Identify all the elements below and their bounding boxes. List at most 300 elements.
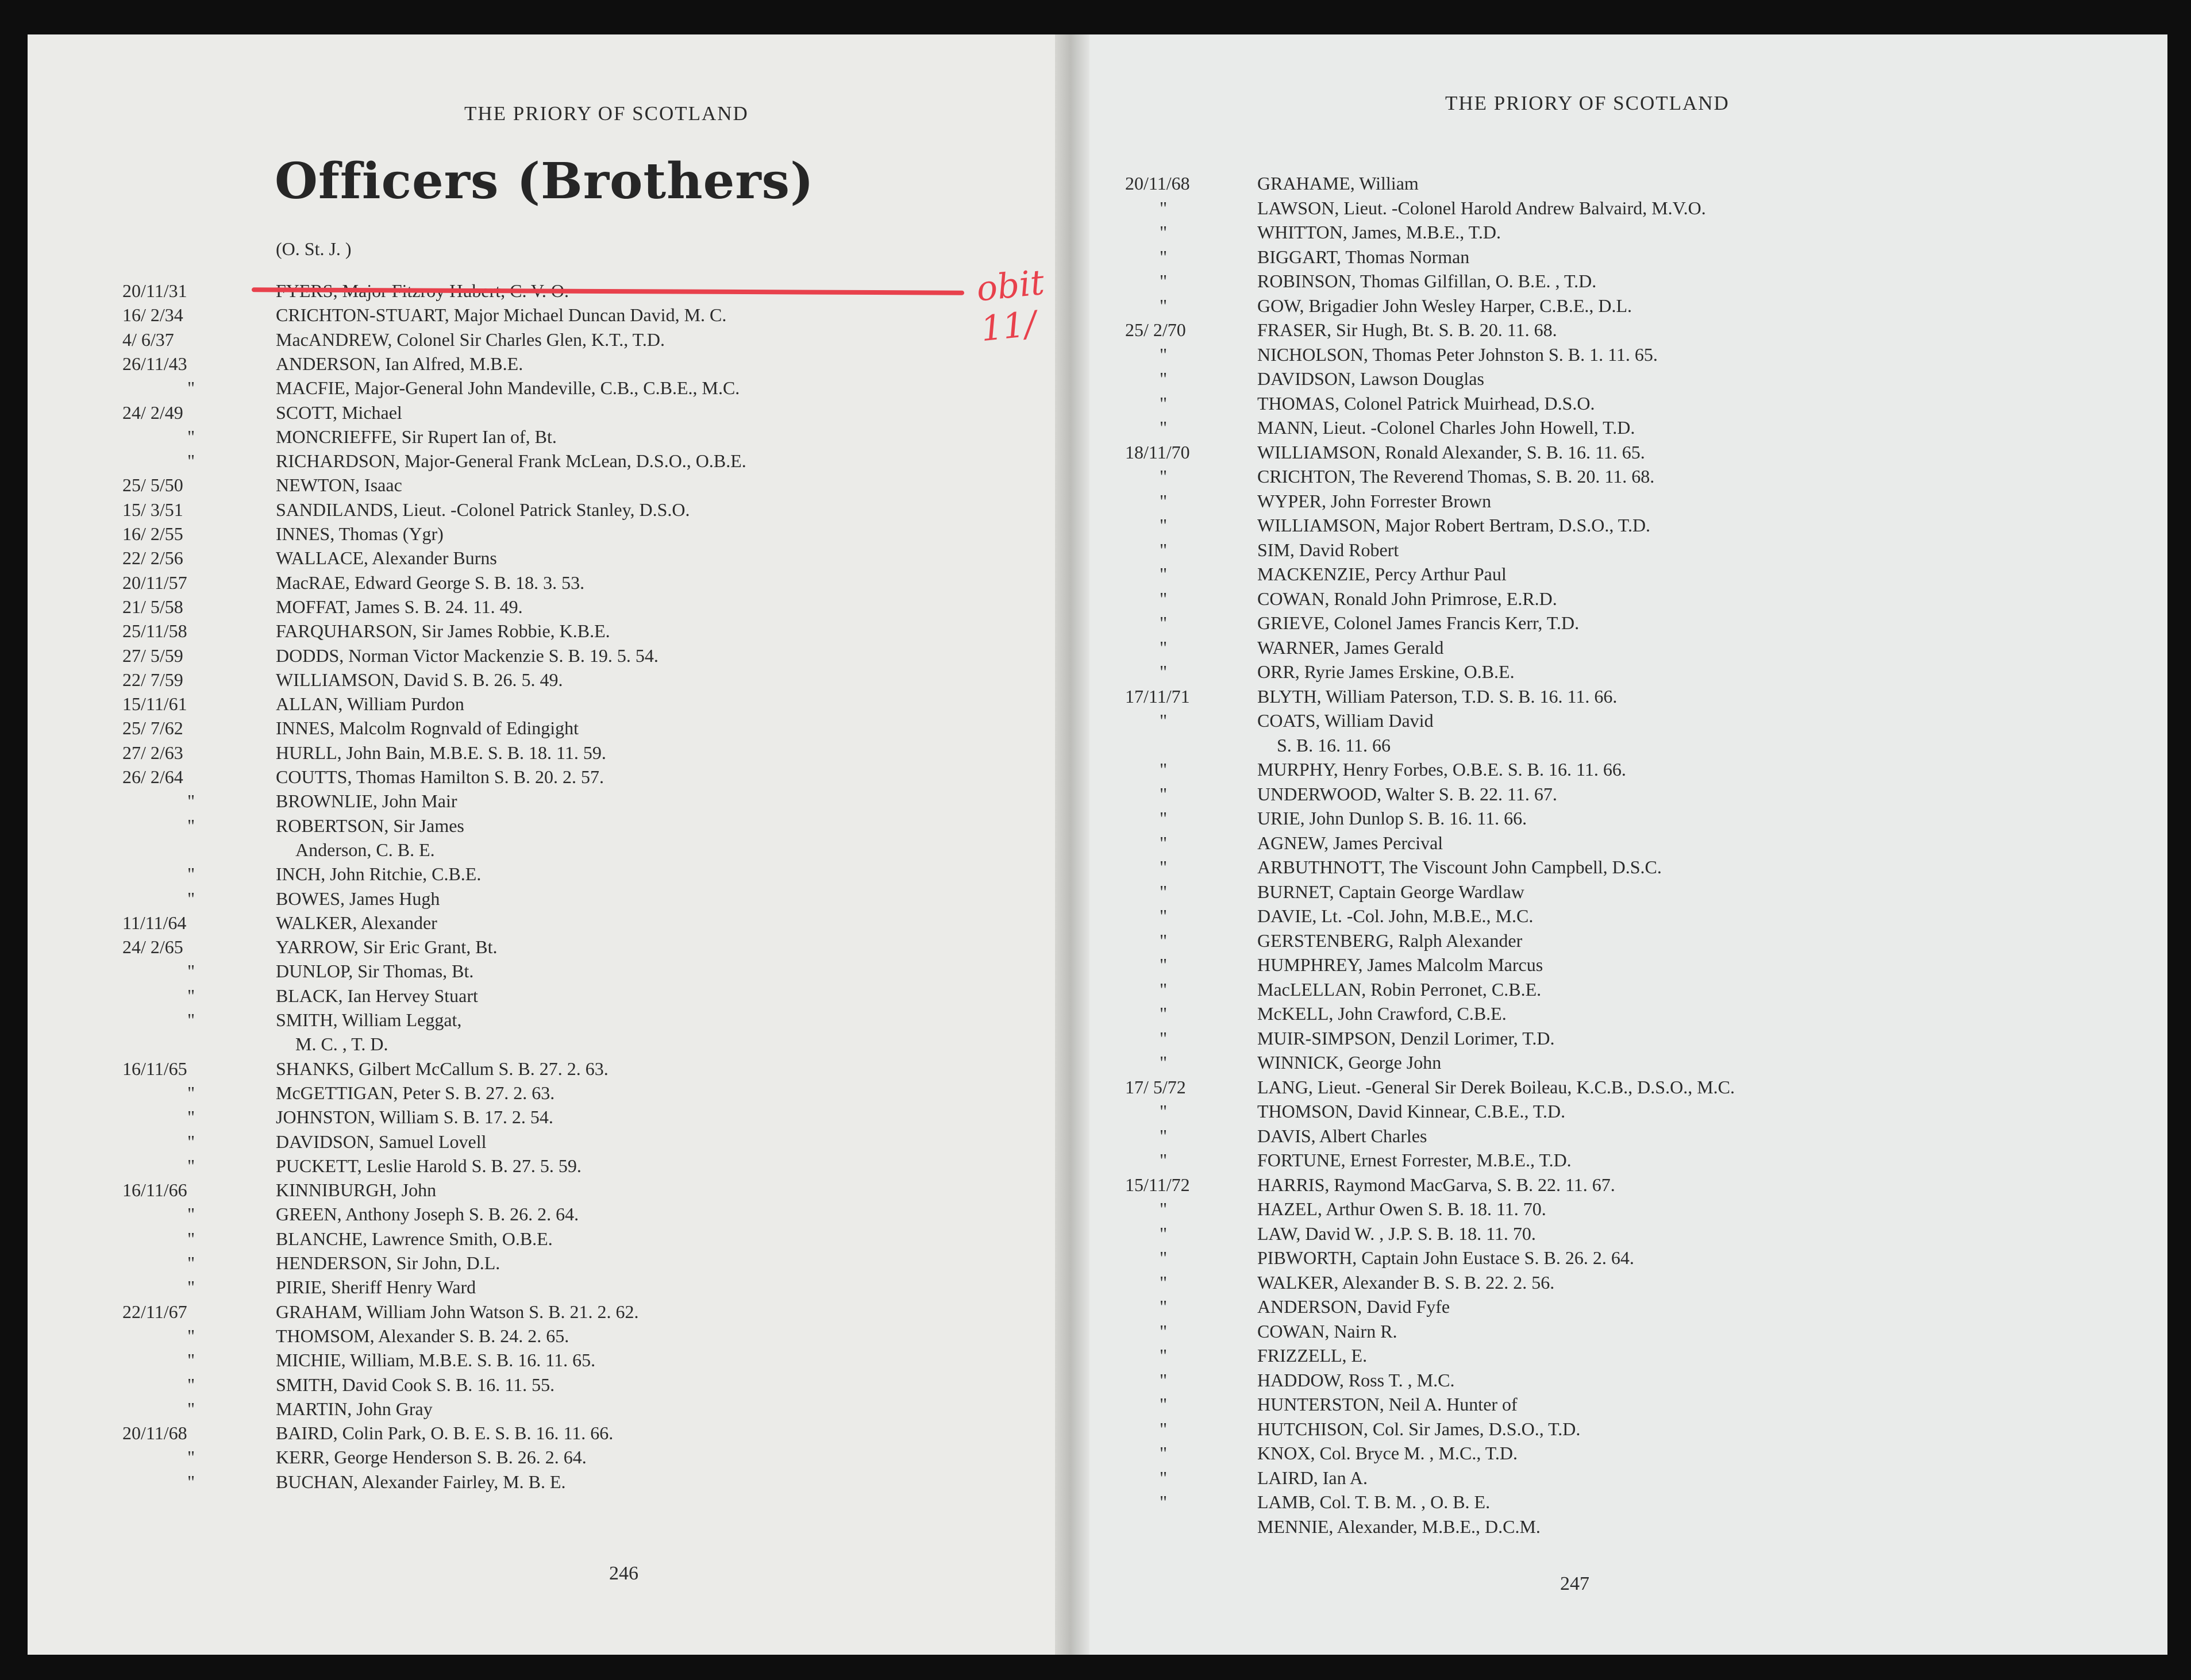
entry-name: ROBERTSON, Sir James xyxy=(276,815,464,836)
entry-name: GRAHAME, William xyxy=(1257,173,1419,194)
handwritten-annotation: obit 11/ xyxy=(975,262,1046,350)
list-item xyxy=(1069,367,2161,391)
list-item xyxy=(1069,245,2161,269)
entry-date: 24/ 2/49 xyxy=(122,402,183,423)
entry-date: " xyxy=(1160,392,1168,414)
entry-name: CRICHTON-STUART, Major Michael Duncan David, M. C. xyxy=(276,305,727,326)
entry-date: " xyxy=(1160,222,1168,242)
entry-name: WHITTON, James, M.B.E., T.D. xyxy=(1257,222,1501,242)
entry-date: 20/11/57 xyxy=(122,572,187,593)
entry-name: BUCHAN, Alexander Fairley, M. B. E. xyxy=(276,1471,566,1492)
entry-date: " xyxy=(187,1471,195,1492)
entry-name: NEWTON, Isaac xyxy=(276,475,402,496)
entry-date: 21/ 5/58 xyxy=(122,596,183,617)
entry-name: FRASER, Sir Hugh, Bt. S. B. 20. 11. 68. xyxy=(1257,319,1557,340)
entry-date: 15/ 3/51 xyxy=(122,499,183,520)
list-item xyxy=(1069,415,2161,440)
entry-date: " xyxy=(1160,905,1168,926)
list-item xyxy=(1069,196,2161,220)
list-item xyxy=(1069,880,2161,904)
entry-date: " xyxy=(1160,539,1168,560)
entry-date: " xyxy=(187,377,195,399)
entry-name: THOMAS, Colonel Patrick Muirhead, D.S.O. xyxy=(1257,392,1595,414)
entry-name: MacRAE, Edward George S. B. 18. 3. 53. xyxy=(276,572,585,593)
entry-name: PIBWORTH, Captain John Eustace S. B. 26. 2. 64. xyxy=(1257,1247,1634,1268)
entry-date: 15/11/61 xyxy=(122,693,187,715)
entry-name: THOMSOM, Alexander S. B. 24. 2. 65. xyxy=(276,1325,569,1346)
entry-date: " xyxy=(1160,271,1168,291)
list-item xyxy=(28,1445,1062,1469)
list-item xyxy=(1069,757,2161,781)
list-item xyxy=(28,425,1062,449)
entry-name: WILLIAMSON, Major Robert Bertram, D.S.O., T.D. xyxy=(1257,515,1651,535)
list-item xyxy=(1069,660,2161,684)
entry-date: 17/11/71 xyxy=(1125,685,1190,707)
page-number-left: 246 xyxy=(609,1563,638,1584)
list-item xyxy=(28,1057,1062,1081)
list-item xyxy=(1069,708,2161,733)
entry-date: " xyxy=(1160,783,1168,804)
list-item xyxy=(1069,1490,2161,1514)
list-item xyxy=(1069,1270,2161,1294)
list-item xyxy=(1069,391,2161,415)
entry-name: MARTIN, John Gray xyxy=(276,1398,433,1419)
entry-name: HENDERSON, Sir John, D.L. xyxy=(276,1253,500,1273)
entry-name: WILLIAMSON, Ronald Alexander, S. B. 16. 11. 65. xyxy=(1257,441,1645,463)
entry-date: 15/11/72 xyxy=(1125,1174,1190,1195)
entry-date: 16/ 2/34 xyxy=(122,305,183,326)
entry-name: WYPER, John Forrester Brown xyxy=(1257,490,1492,511)
list-item xyxy=(28,546,1062,570)
entry-name: CRICHTON, The Reverend Thomas, S. B. 20. 11. 68. xyxy=(1257,466,1655,487)
entry-date: " xyxy=(187,1228,195,1249)
list-item xyxy=(1069,611,2161,635)
section-title: Officers (Brothers) xyxy=(275,152,814,210)
list-item xyxy=(1069,562,2161,586)
entry-date: " xyxy=(187,791,195,812)
entry-name: McGETTIGAN, Peter S. B. 27. 2. 63. xyxy=(276,1082,555,1103)
entry-date: 26/ 2/64 xyxy=(122,766,183,787)
list-item xyxy=(28,668,1062,692)
entry-date: 22/ 2/56 xyxy=(122,548,183,569)
list-item xyxy=(28,1251,1062,1275)
entry-date: " xyxy=(1160,710,1168,731)
list-item xyxy=(1069,1148,2161,1172)
entry-name: SCOTT, Michael xyxy=(276,402,402,423)
entry-name: INNES, Malcolm Rognvald of Edingight xyxy=(276,718,579,739)
list-item xyxy=(1069,1319,2161,1343)
entry-name: DODDS, Norman Victor Mackenzie S. B. 19. 5. 54. xyxy=(276,645,659,666)
section-subtitle: (O. St. J. ) xyxy=(276,238,352,259)
entry-date: " xyxy=(187,1253,195,1273)
list-item xyxy=(28,1397,1062,1421)
entry-name: MacLELLAN, Robin Perronet, C.B.E. xyxy=(1257,978,1542,1000)
entry-date: 17/ 5/72 xyxy=(1125,1076,1186,1097)
list-item xyxy=(28,595,1062,619)
entry-name: HURLL, John Bain, M.B.E. S. B. 18. 11. 59. xyxy=(276,742,606,763)
entry-name: DAVIDSON, Samuel Lovell xyxy=(276,1131,487,1152)
entry-date: " xyxy=(187,985,195,1006)
entry-name: DAVIS, Albert Charles xyxy=(1257,1125,1427,1146)
entry-date: " xyxy=(1160,466,1168,487)
entry-name: UNDERWOOD, Walter S. B. 22. 11. 67. xyxy=(1257,783,1557,804)
list-item xyxy=(1069,904,2161,928)
list-item xyxy=(1069,489,2161,513)
entry-date: " xyxy=(1160,588,1168,609)
entry-name: WALKER, Alexander B. S. B. 22. 2. 56. xyxy=(1257,1271,1555,1293)
list-item xyxy=(28,692,1062,716)
list-item xyxy=(28,1202,1062,1226)
entry-date: " xyxy=(1160,1394,1168,1415)
entry-name: MACFIE, Major-General John Mandeville, C.B., C.B.E., M.C. xyxy=(276,377,740,399)
entry-name: MANN, Lieut. -Colonel Charles John Howell, T.D. xyxy=(1257,417,1635,438)
list-item xyxy=(1069,1173,2161,1197)
list-item xyxy=(28,984,1062,1008)
list-item xyxy=(28,1373,1062,1397)
entry-name: BOWES, James Hugh xyxy=(276,888,440,909)
list-item xyxy=(28,838,1062,862)
list-item xyxy=(28,765,1062,789)
entry-date: " xyxy=(187,1082,195,1103)
entry-date: " xyxy=(187,1325,195,1346)
entry-date: " xyxy=(1160,344,1168,365)
entry-date: 22/11/67 xyxy=(122,1301,187,1322)
entry-date: " xyxy=(1160,197,1168,218)
entry-date: 27/ 5/59 xyxy=(122,645,183,666)
entry-date: " xyxy=(1160,978,1168,1000)
entry-date: " xyxy=(187,864,195,885)
list-item xyxy=(1069,1001,2161,1026)
entry-name: SHANKS, Gilbert McCallum S. B. 27. 2. 63. xyxy=(276,1058,609,1079)
entry-date: " xyxy=(187,961,195,982)
entry-date: 25/ 5/50 xyxy=(122,475,183,496)
entry-name: COWAN, Nairn R. xyxy=(1257,1320,1397,1342)
list-item xyxy=(1069,1466,2161,1490)
list-item xyxy=(28,522,1062,546)
entry-date: " xyxy=(187,1398,195,1419)
list-item xyxy=(28,1130,1062,1154)
entry-name: S. B. 16. 11. 66 xyxy=(1277,734,1391,756)
book-gutter xyxy=(1055,34,1089,1655)
list-item xyxy=(1069,928,2161,953)
list-item xyxy=(1069,1075,2161,1099)
list-item xyxy=(1069,318,2161,342)
right-page xyxy=(1069,34,2167,1655)
entry-date: " xyxy=(1160,930,1168,951)
entry-name: BLANCHE, Lawrence Smith, O.B.E. xyxy=(276,1228,553,1249)
entry-name: GERSTENBERG, Ralph Alexander xyxy=(1257,930,1523,951)
list-item xyxy=(1069,220,2161,244)
entry-name: PIRIE, Sheriff Henry Ward xyxy=(276,1277,476,1298)
entry-date: " xyxy=(187,450,195,472)
entry-name: GREEN, Anthony Joseph S. B. 26. 2. 64. xyxy=(276,1204,579,1225)
list-item xyxy=(1069,806,2161,830)
entry-date: 20/11/68 xyxy=(1125,173,1190,194)
entry-date: " xyxy=(1160,295,1168,316)
entry-date: " xyxy=(1160,954,1168,975)
list-item xyxy=(28,911,1062,935)
entry-name: BROWNLIE, John Mair xyxy=(276,791,457,812)
entry-date: " xyxy=(187,1204,195,1225)
list-item xyxy=(1069,1222,2161,1246)
list-item xyxy=(1069,1417,2161,1441)
entry-name: MICHIE, William, M.B.E. S. B. 16. 11. 65. xyxy=(276,1350,596,1371)
entry-date: " xyxy=(1160,612,1168,633)
entry-date: 16/11/66 xyxy=(122,1180,187,1201)
list-item xyxy=(28,619,1062,643)
entry-date: " xyxy=(187,1009,195,1030)
entry-name: AGNEW, James Percival xyxy=(1257,832,1443,853)
list-item xyxy=(1069,733,2161,757)
list-item xyxy=(1069,294,2161,318)
entry-name: COATS, William David xyxy=(1257,710,1434,731)
entry-name: WINNICK, George John xyxy=(1257,1052,1442,1073)
entry-date: " xyxy=(1160,832,1168,853)
page-number-right: 247 xyxy=(1560,1573,1589,1594)
entry-date: " xyxy=(187,1277,195,1298)
entry-name: MUIR-SIMPSON, Denzil Lorimer, T.D. xyxy=(1257,1027,1555,1049)
list-item xyxy=(28,935,1062,959)
entry-date: " xyxy=(1160,1345,1168,1366)
list-item xyxy=(28,1227,1062,1251)
list-item xyxy=(1069,782,2161,806)
list-item xyxy=(1069,440,2161,464)
list-item xyxy=(28,1348,1062,1372)
list-item xyxy=(28,1032,1062,1056)
entry-date: " xyxy=(1160,1125,1168,1146)
list-item xyxy=(1069,953,2161,977)
list-item xyxy=(1069,831,2161,855)
entry-date: " xyxy=(1160,1271,1168,1293)
list-item xyxy=(1069,1124,2161,1148)
list-item xyxy=(28,303,1062,327)
list-item xyxy=(28,473,1062,497)
entry-name: COUTTS, Thomas Hamilton S. B. 20. 2. 57. xyxy=(276,766,604,787)
list-item xyxy=(1069,1294,2161,1319)
entry-date: " xyxy=(1160,564,1168,584)
entry-name: GRAHAM, William John Watson S. B. 21. 2. 62. xyxy=(276,1301,639,1322)
entry-date: " xyxy=(1160,881,1168,902)
entry-date: 20/11/68 xyxy=(122,1423,187,1444)
entry-name: MONCRIEFFE, Sir Rupert Ian of, Bt. xyxy=(276,426,557,447)
list-item xyxy=(28,814,1062,838)
entry-date: " xyxy=(1160,857,1168,877)
entry-name: ANDERSON, David Fyfe xyxy=(1257,1296,1450,1317)
list-item xyxy=(28,862,1062,886)
list-item xyxy=(1069,538,2161,562)
entry-name: HUNTERSTON, Neil A. Hunter of xyxy=(1257,1394,1518,1415)
list-item xyxy=(1069,1050,2161,1074)
entry-date: " xyxy=(1160,1492,1168,1512)
entry-date: 27/ 2/63 xyxy=(122,742,183,763)
entry-name: FARQUHARSON, Sir James Robbie, K.B.E. xyxy=(276,621,610,642)
entry-date: " xyxy=(187,1107,195,1128)
entry-name: URIE, John Dunlop S. B. 16. 11. 66. xyxy=(1257,808,1527,829)
entry-date: 22/ 7/59 xyxy=(122,669,183,690)
entry-name: MENNIE, Alexander, M.B.E., D.C.M. xyxy=(1257,1516,1541,1537)
entry-date: 16/11/65 xyxy=(122,1058,187,1079)
list-item xyxy=(1069,1515,2161,1539)
entry-date: " xyxy=(1160,490,1168,511)
entry-date: " xyxy=(1160,1443,1168,1463)
entry-name: LAMB, Col. T. B. M. , O. B. E. xyxy=(1257,1492,1491,1512)
list-item xyxy=(28,376,1062,400)
entry-date: " xyxy=(1160,417,1168,438)
list-item xyxy=(1069,977,2161,1001)
list-item xyxy=(1069,587,2161,611)
list-item xyxy=(28,1470,1062,1494)
entry-date: " xyxy=(187,815,195,836)
entry-date: " xyxy=(1160,1418,1168,1439)
list-item xyxy=(28,571,1062,595)
list-item xyxy=(28,498,1062,522)
entry-name: M. C. , T. D. xyxy=(295,1034,388,1055)
entry-name: GOW, Brigadier John Wesley Harper, C.B.E., D.L. xyxy=(1257,295,1632,316)
entry-date: " xyxy=(1160,1199,1168,1219)
entry-name: WARNER, James Gerald xyxy=(1257,637,1444,658)
list-item xyxy=(28,1300,1062,1324)
entry-name: ALLAN, William Purdon xyxy=(276,693,464,715)
list-item xyxy=(28,1105,1062,1129)
entry-date: 26/11/43 xyxy=(122,353,187,374)
list-item xyxy=(28,1275,1062,1299)
entry-name: LAWSON, Lieut. -Colonel Harold Andrew Balvaird, M.V.O. xyxy=(1257,197,1706,218)
entry-name: MOFFAT, James S. B. 24. 11. 49. xyxy=(276,596,523,617)
entry-name: KERR, George Henderson S. B. 26. 2. 64. xyxy=(276,1447,587,1468)
list-item xyxy=(28,1178,1062,1202)
entry-name: SIM, David Robert xyxy=(1257,539,1399,560)
entry-name: DUNLOP, Sir Thomas, Bt. xyxy=(276,961,474,982)
list-item xyxy=(28,741,1062,765)
entry-date: " xyxy=(1160,246,1168,267)
entry-name: HUMPHREY, James Malcolm Marcus xyxy=(1257,954,1543,975)
entry-name: ROBINSON, Thomas Gilfillan, O. B.E. , T.D. xyxy=(1257,271,1597,291)
list-item xyxy=(28,644,1062,668)
list-item xyxy=(28,1324,1062,1348)
entry-date: 4/ 6/37 xyxy=(122,329,174,350)
list-item xyxy=(1069,855,2161,879)
entry-date: 24/ 2/65 xyxy=(122,937,183,958)
list-item xyxy=(1069,342,2161,367)
entry-date: 20/11/31 xyxy=(122,280,187,301)
entry-name: BLYTH, William Paterson, T.D. S. B. 16. 11. 66. xyxy=(1257,685,1618,707)
list-item xyxy=(1069,464,2161,488)
entry-name: Anderson, C. B. E. xyxy=(295,839,435,860)
entry-date: " xyxy=(187,1131,195,1152)
entry-date: 25/ 7/62 xyxy=(122,718,183,739)
entry-date: " xyxy=(1160,1369,1168,1390)
entry-name: HADDOW, Ross T. , M.C. xyxy=(1257,1369,1455,1390)
list-item xyxy=(1069,1246,2161,1270)
entry-name: THOMSON, David Kinnear, C.B.E., T.D. xyxy=(1257,1101,1566,1122)
entry-name: LANG, Lieut. -General Sir Derek Boileau, K.C.B., D.S.O., M.C. xyxy=(1257,1076,1735,1097)
list-item xyxy=(1069,1197,2161,1221)
entry-date: 25/ 2/70 xyxy=(1125,319,1186,340)
list-item xyxy=(28,789,1062,813)
entry-date: " xyxy=(1160,1052,1168,1073)
entry-date: " xyxy=(1160,1247,1168,1268)
entry-date: 25/11/58 xyxy=(122,621,187,642)
entry-date: " xyxy=(1160,1027,1168,1049)
entry-date: 18/11/70 xyxy=(1125,441,1190,463)
entry-name: RICHARDSON, Major-General Frank McLean, D.S.O., O.B.E. xyxy=(276,450,746,472)
entry-name: LAIRD, Ian A. xyxy=(1257,1467,1368,1488)
entry-name: ARBUTHNOTT, The Viscount John Campbell, D.S.C. xyxy=(1257,857,1662,877)
list-item xyxy=(1069,513,2161,537)
entry-name: ORR, Ryrie James Erskine, O.B.E. xyxy=(1257,661,1515,682)
entry-date: 11/11/64 xyxy=(122,912,187,933)
list-item xyxy=(28,449,1062,473)
entry-name: HUTCHISON, Col. Sir James, D.S.O., T.D. xyxy=(1257,1418,1581,1439)
entry-name: MURPHY, Henry Forbes, O.B.E. S. B. 16. 11. 66. xyxy=(1257,759,1626,780)
entry-date: " xyxy=(1160,1150,1168,1170)
entry-date: " xyxy=(187,426,195,447)
list-item xyxy=(28,959,1062,983)
entry-name: DAVIE, Lt. -Col. John, M.B.E., M.C. xyxy=(1257,905,1534,926)
entry-date: " xyxy=(1160,368,1168,389)
entry-date: " xyxy=(1160,661,1168,682)
entry-name: MacANDREW, Colonel Sir Charles Glen, K.T., T.D. xyxy=(276,329,665,350)
entry-date: " xyxy=(187,1155,195,1176)
entry-date: " xyxy=(1160,1003,1168,1024)
list-item xyxy=(28,1154,1062,1178)
entry-name: SMITH, William Leggat, xyxy=(276,1009,462,1030)
entry-name: SMITH, David Cook S. B. 16. 11. 55. xyxy=(276,1374,555,1395)
entry-name: HARRIS, Raymond MacGarva, S. B. 22. 11. 67. xyxy=(1257,1174,1615,1195)
entry-date: " xyxy=(187,1374,195,1395)
entry-name: ANDERSON, Ian Alfred, M.B.E. xyxy=(276,353,523,374)
list-item xyxy=(1069,269,2161,293)
list-item xyxy=(1069,1441,2161,1465)
entry-name: BURNET, Captain George Wardlaw xyxy=(1257,881,1524,902)
entry-name: KNOX, Col. Bryce M. , M.C., T.D. xyxy=(1257,1443,1518,1463)
entry-name: NICHOLSON, Thomas Peter Johnston S. B. 1. 11. 65. xyxy=(1257,344,1658,365)
running-head-right: THE PRIORY OF SCOTLAND xyxy=(1445,92,1730,114)
list-item xyxy=(28,400,1062,425)
list-item xyxy=(28,1081,1062,1105)
entry-name: HAZEL, Arthur Owen S. B. 18. 11. 70. xyxy=(1257,1199,1546,1219)
entry-name: WILLIAMSON, David S. B. 26. 5. 49. xyxy=(276,669,563,690)
entry-date: " xyxy=(187,888,195,909)
list-item xyxy=(1069,1392,2161,1416)
entry-name: BIGGART, Thomas Norman xyxy=(1257,246,1470,267)
entry-name: LAW, David W. , J.P. S. B. 18. 11. 70. xyxy=(1257,1223,1536,1244)
entry-name: JOHNSTON, William S. B. 17. 2. 54. xyxy=(276,1107,553,1128)
list-item xyxy=(1069,635,2161,660)
entry-date: " xyxy=(1160,1320,1168,1342)
running-head-left: THE PRIORY OF SCOTLAND xyxy=(464,102,749,125)
list-item xyxy=(1069,1026,2161,1050)
list-item xyxy=(28,1421,1062,1445)
entry-date: " xyxy=(187,1447,195,1468)
entry-date: " xyxy=(187,1350,195,1371)
entry-name: FORTUNE, Ernest Forrester, M.B.E., T.D. xyxy=(1257,1150,1572,1170)
list-item xyxy=(1069,1099,2161,1123)
left-page xyxy=(28,34,1073,1655)
entry-date: " xyxy=(1160,1101,1168,1122)
entry-date: " xyxy=(1160,1467,1168,1488)
entry-name: INCH, John Ritchie, C.B.E. xyxy=(276,864,482,885)
entry-name: SANDILANDS, Lieut. -Colonel Patrick Stanley, D.S.O. xyxy=(276,499,690,520)
entry-date: " xyxy=(1160,637,1168,658)
list-item xyxy=(1069,1368,2161,1392)
list-item xyxy=(28,716,1062,740)
entry-date: " xyxy=(1160,1223,1168,1244)
entry-name: MACKENZIE, Percy Arthur Paul xyxy=(1257,564,1507,584)
entry-name: YARROW, Sir Eric Grant, Bt. xyxy=(276,937,498,958)
entry-name: McKELL, John Crawford, C.B.E. xyxy=(1257,1003,1507,1024)
entry-date: " xyxy=(1160,515,1168,535)
